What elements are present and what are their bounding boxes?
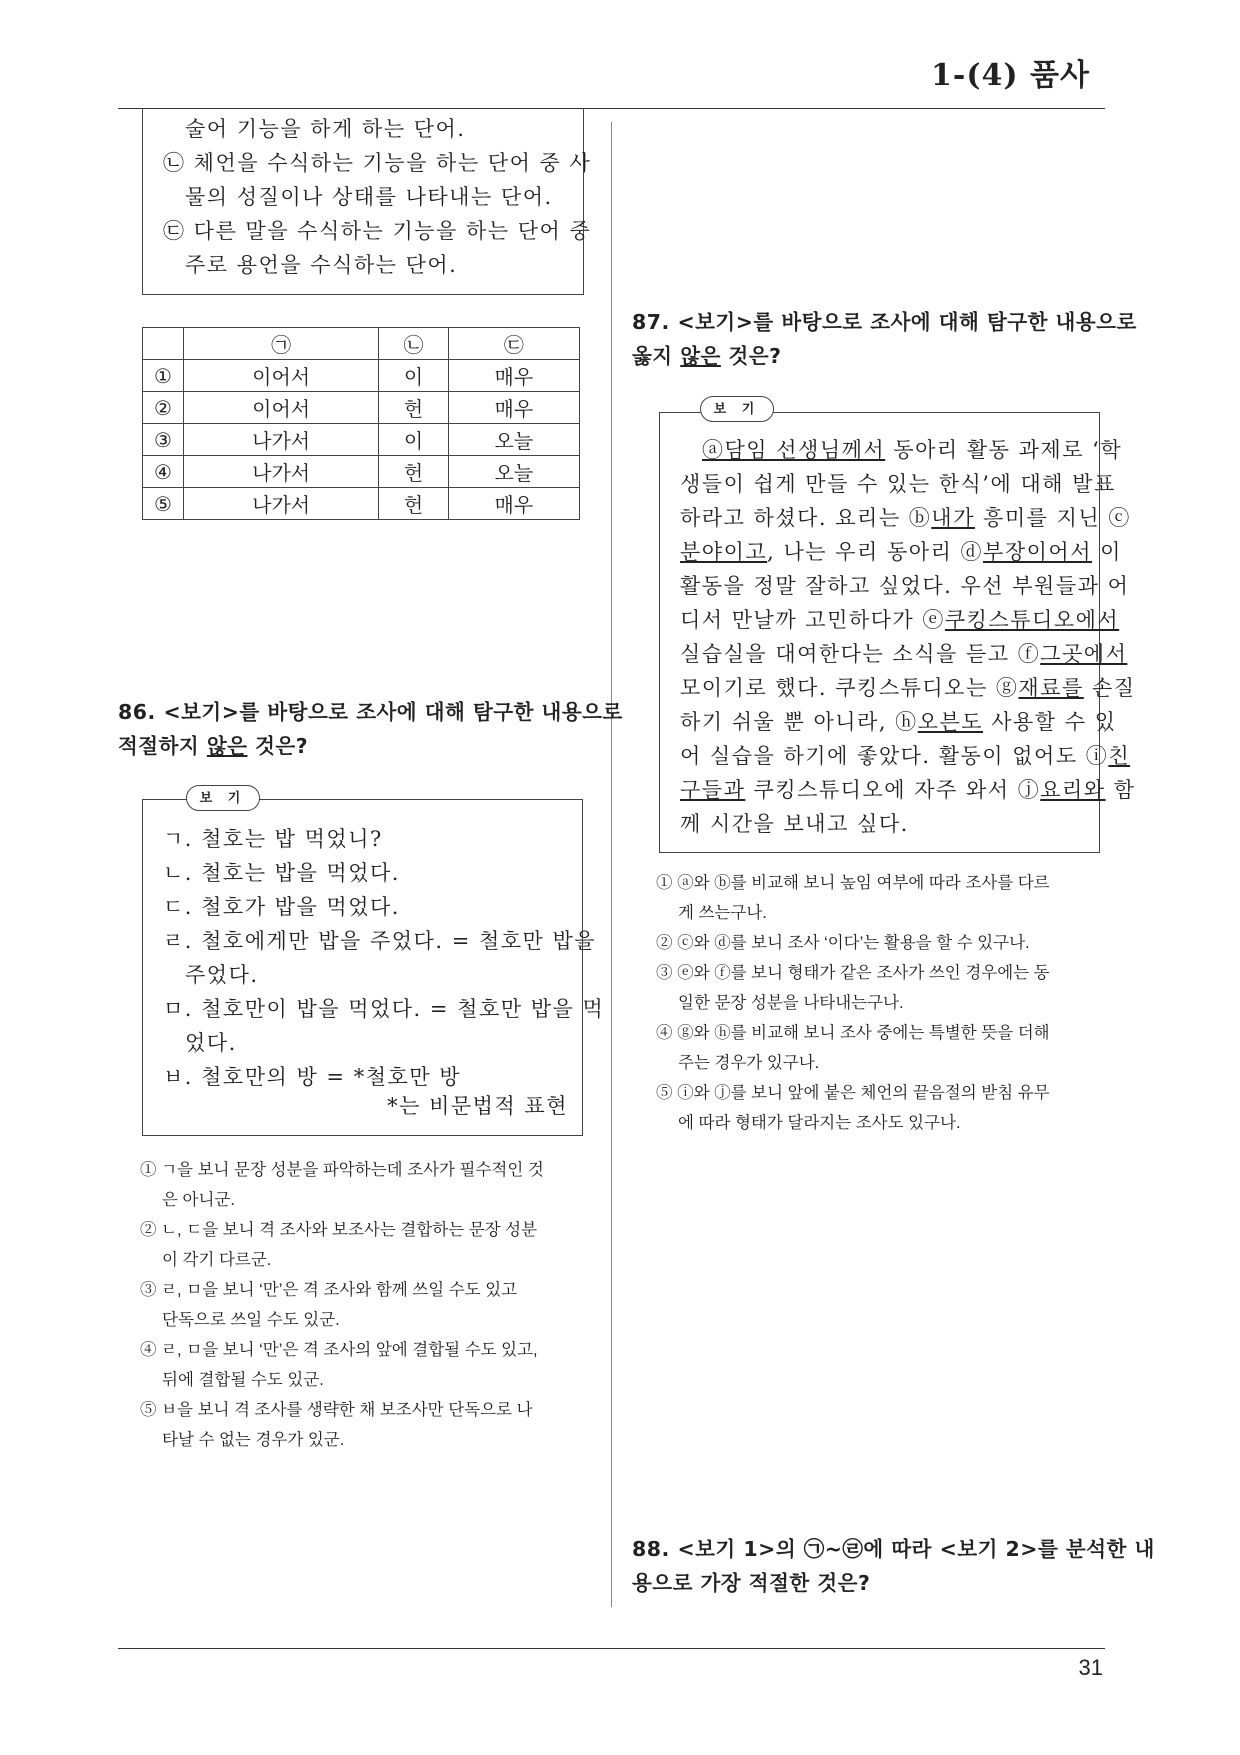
bogi-line: [680, 433, 1136, 467]
bogi-text: 손질: [1083, 676, 1136, 700]
table-cell: 나가서: [184, 488, 379, 520]
bogi-line: 활동을 정말 잘하고 싶었다. 우선 부원들과 어: [680, 574, 1130, 598]
bogi-line: ㄷ. 철호가 밥을 먹었다.: [163, 895, 400, 919]
bogi-line: ㅁ. 철호만이 밥을 먹었다. = 철호만 밥을 먹: [163, 997, 605, 1021]
table-row: [143, 392, 580, 424]
bogi-line: 었다.: [185, 1031, 237, 1055]
table-cell: 오늘: [448, 424, 579, 456]
bogi-note: *는 비문법적 표현: [387, 1094, 568, 1118]
choice-continuation: 주는 경우가 있구나.: [678, 1054, 820, 1072]
bogi-line: ㄹ. 철호에게만 밥을 주었다. = 철호만 밥을: [163, 929, 597, 953]
choice-continuation: 이 각기 다르군.: [162, 1251, 272, 1269]
definition-line: 물의 성질이나 상태를 나타내는 단어.: [185, 185, 553, 209]
table-header-cell: ㉠: [184, 328, 379, 360]
table-cell: 이어서: [184, 360, 379, 392]
question-title-line: 88. <보기 1>의 ㉠~㉣에 따라 <보기 2>를 분석한 내: [632, 1537, 1155, 1561]
table-header-cell: ㉡: [379, 328, 449, 360]
bogi-line: [680, 637, 1136, 671]
choice-continuation: 단독으로 쓰일 수도 있군.: [162, 1311, 340, 1329]
table-cell: 헌: [379, 392, 449, 424]
bogi-line: [680, 535, 1136, 569]
page-number: 31: [1078, 1655, 1103, 1680]
bogi-line: 주었다.: [185, 963, 259, 987]
bogi-line: 생들이 쉽게 만들 수 있는 한식’에 대해 발표: [680, 472, 1116, 496]
bogi-line: ㄴ. 철호는 밥을 먹었다.: [163, 861, 400, 885]
bogi-line: [680, 705, 1136, 739]
title-text: 옳지: [632, 344, 681, 368]
choice-item[interactable]: ③ ㄹ, ㅁ을 보니 ‘만’은 격 조사와 함께 쓰일 수도 있고: [140, 1281, 518, 1299]
underlined-phrase: 분야이고: [680, 540, 768, 564]
question-87-choices: [656, 868, 1050, 1138]
choice-continuation: 게 쓰는구나.: [678, 904, 767, 922]
underlined-phrase: 요리와: [1040, 778, 1106, 802]
question-title-line: [632, 339, 1137, 373]
definition-line: ㉢ 다른 말을 수식하는 기능을 하는 단어 중: [163, 219, 592, 243]
bogi-line: ㄱ. 철호는 밥 먹었니?: [163, 827, 383, 851]
choice-item[interactable]: ① ⓐ와 ⓑ를 비교해 보니 높임 여부에 따라 조사를 다르: [656, 874, 1050, 892]
table-header-cell: ㉢: [448, 328, 579, 360]
table-cell: 이: [379, 360, 449, 392]
choice-continuation: 에 따라 형태가 달라지는 조사도 있구나.: [678, 1114, 961, 1132]
underlined-phrase: 내가: [931, 506, 975, 530]
table-cell: ①: [143, 360, 184, 392]
choice-item[interactable]: ② ㄴ, ㄷ을 보니 격 조사와 보조사는 결합하는 문장 성분: [140, 1221, 538, 1239]
underlined-phrase: 오븐도: [917, 710, 984, 734]
choice-item[interactable]: ⑤ ㅂ을 보니 격 조사를 생략한 채 보조사만 단독으로 나: [140, 1401, 533, 1419]
underlined-phrase: 재료를: [1018, 676, 1084, 700]
table-cell: 매우: [448, 488, 579, 520]
table-cell: 이: [379, 424, 449, 456]
title-underlined-text: 않은: [680, 344, 721, 368]
definition-box: [142, 108, 592, 295]
underlined-phrase: 구들과: [680, 778, 746, 802]
question-title-line: 86. <보기>를 바탕으로 조사에 대해 탐구한 내용으로: [118, 700, 623, 724]
table-cell: 매우: [448, 392, 579, 424]
table-cell: ②: [143, 392, 184, 424]
underlined-phrase: 쿠킹스튜디오에서: [944, 608, 1120, 632]
table-cell: 헌: [379, 456, 449, 488]
table-cell: 나가서: [184, 456, 379, 488]
footer-divider: [118, 1648, 1105, 1649]
choice-item[interactable]: ① ㄱ을 보니 문장 성분을 파악하는데 조사가 필수적인 것: [140, 1161, 544, 1179]
table-header-cell: [143, 328, 184, 360]
choice-continuation: 타날 수 없는 경우가 있군.: [162, 1431, 345, 1449]
choice-item[interactable]: ② ⓒ와 ⓓ를 보니 조사 ‘이다’는 활용을 할 수 있구나.: [656, 934, 1030, 952]
question-86-choices: [140, 1155, 544, 1455]
bogi-text: 하라고 하셨다. 요리는 ⓑ: [680, 506, 932, 530]
answer-table: [142, 327, 580, 520]
bogi-label: 보 기: [700, 396, 774, 422]
bogi-line: [680, 501, 1136, 535]
definition-line: ㉡ 체언을 수식하는 기능을 하는 단어 중 사: [163, 151, 592, 175]
choice-item[interactable]: ⑤ ⓘ와 ⓙ를 보니 앞에 붙은 체언의 끝음절의 받침 유무: [656, 1084, 1050, 1102]
question-title-line: 87. <보기>를 바탕으로 조사에 대해 탐구한 내용으로: [632, 310, 1137, 334]
question-title-line: 용으로 가장 적절한 것은?: [632, 1571, 871, 1595]
underlined-phrase: ⓐ담임 선생님께서: [702, 438, 886, 462]
bogi-line: 께 시간을 보내고 싶다.: [680, 812, 909, 836]
choice-continuation: 뒤에 결합될 수도 있군.: [162, 1371, 324, 1389]
table-cell: ④: [143, 456, 184, 488]
bogi-box: [142, 799, 605, 1136]
title-text: 것은?: [247, 734, 309, 758]
title-underlined-text: 않은: [206, 734, 248, 758]
bogi-line: [680, 739, 1136, 773]
table-cell: 오늘: [448, 456, 579, 488]
bogi-label: 보 기: [186, 785, 260, 811]
bogi-text: 사용할 수 있: [983, 710, 1117, 734]
bogi-line: ㅂ. 철호만의 방 = *철호만 방: [163, 1065, 462, 1089]
table-cell: ⑤: [143, 488, 184, 520]
bogi-box: [659, 412, 1136, 853]
definition-line: 주로 용언을 수식하는 단어.: [185, 253, 458, 277]
page-title: 1-(4) 품사: [931, 58, 1090, 93]
bogi-text: 쿠킹스튜디오에 자주 와서 ⓙ: [745, 778, 1041, 802]
question-88-title: [632, 1532, 1155, 1600]
underlined-phrase: 그곳에서: [1040, 642, 1128, 666]
bogi-text: , 나는 우리 동아리 ⓓ: [767, 540, 984, 564]
bogi-text: 실습실을 대여한다는 소식을 듣고 ⓕ: [680, 642, 1041, 666]
choice-continuation: 은 아니군.: [162, 1191, 235, 1209]
bogi-text: 동아리 활동 과제로 ‘학: [885, 438, 1123, 462]
choice-item[interactable]: ④ ⓖ와 ⓗ를 비교해 보니 조사 중에는 특별한 뜻을 더해: [656, 1024, 1050, 1042]
column-divider: [611, 122, 612, 1607]
bogi-text: 흥미를 지닌 ⓒ: [974, 506, 1131, 530]
bogi-line: [680, 603, 1136, 637]
table-row: [143, 360, 580, 392]
table-row: [143, 424, 580, 456]
question-87-title: [632, 305, 1137, 373]
definition-line: 술어 기능을 하게 하는 단어.: [185, 117, 466, 141]
underlined-phrase: 친: [1108, 744, 1131, 768]
bogi-text: 모이기로 했다. 쿠킹스튜디오는 ⓖ: [680, 676, 1019, 700]
bogi-text: 디서 만날까 고민하다가 ⓔ: [680, 608, 945, 632]
underlined-phrase: 부장이어서: [983, 540, 1092, 564]
bogi-text: 이: [1091, 540, 1122, 564]
question-86-title: [118, 695, 623, 763]
table-row: [143, 456, 580, 488]
table-cell: 나가서: [184, 424, 379, 456]
table-row: [143, 488, 580, 520]
table-cell: 헌: [379, 488, 449, 520]
table-cell: ③: [143, 424, 184, 456]
bogi-line: [680, 671, 1136, 705]
choice-continuation: 일한 문장 성분을 나타내는구나.: [678, 994, 904, 1012]
table-cell: 매우: [448, 360, 579, 392]
table-cell: 이어서: [184, 392, 379, 424]
bogi-text: 함: [1105, 778, 1136, 802]
bogi-text: 어 실습을 하기에 좋았다. 활동이 없어도 ⓘ: [680, 744, 1109, 768]
question-title-line: [118, 729, 623, 763]
bogi-line: [680, 773, 1136, 807]
title-text: 적절하지: [118, 734, 207, 758]
table-header-row: [143, 328, 580, 360]
choice-item[interactable]: ④ ㄹ, ㅁ을 보니 ‘만’은 격 조사의 앞에 결합될 수도 있고,: [140, 1341, 538, 1359]
title-text: 것은?: [720, 344, 782, 368]
choice-item[interactable]: ③ ⓔ와 ⓕ를 보니 형태가 같은 조사가 쓰인 경우에는 동: [656, 964, 1050, 982]
bogi-text: 하기 쉬울 뿐 아니라, ⓗ: [680, 710, 918, 734]
